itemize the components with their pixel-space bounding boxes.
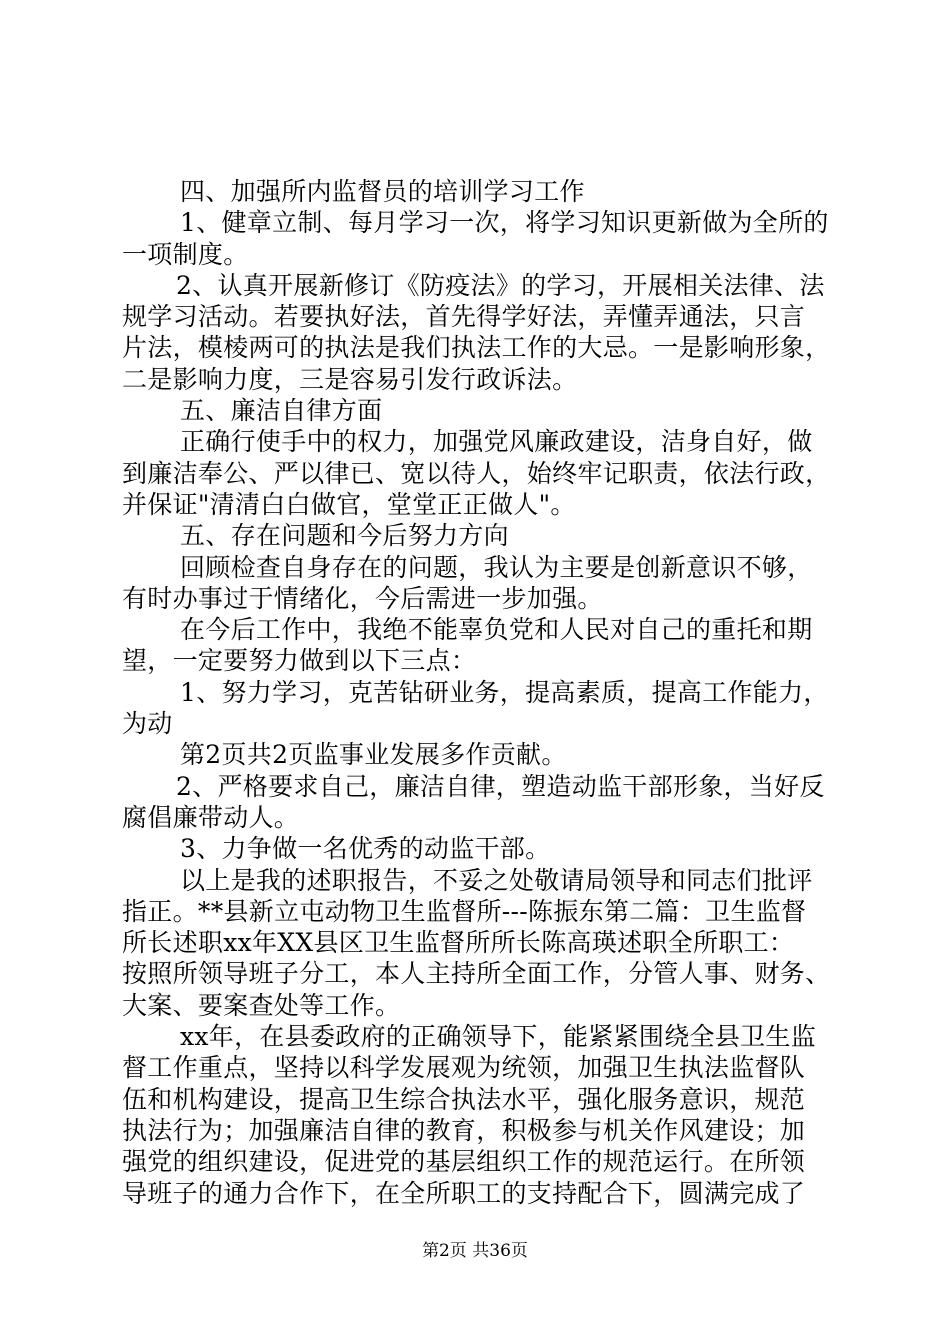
text-line: 正确行使手中的权力，加强党风廉政建设，洁身自好，做 [180,427,813,457]
text-line: 腐倡廉带动人。 [122,802,300,832]
text-line: 执法行为；加强廉洁自律的教育，积极参与机关作风建设；加 [122,1115,806,1145]
text-line: 规学习活动。若要执好法，首先得学好法，弄懂弄通法，只言 [122,302,806,332]
text-line: 并保证"清清白白做官，堂堂正正做人"。 [122,489,576,519]
text-line: 所长述职xx年XX县区卫生监督所所长陈高瑛述职全所职工： [122,928,795,958]
text-line: 一项制度。 [122,239,249,269]
text-line: 伍和机构建设，提高卫生综合执法水平，强化服务意识，规范 [122,1084,806,1114]
text-line: 回顾检查自身存在的问题，我认为主要是创新意识不够， [180,552,813,582]
text-line: 有时办事过于情绪化，今后需进一步加强。 [122,583,603,613]
text-line: 督工作重点，坚持以科学发展观为统领，加强卫生执法监督队 [122,1053,806,1083]
text-line: 按照所领导班子分工，本人主持所全面工作，分管人事、财务、 [122,959,831,989]
text-line: 二是影响力度，三是容易引发行政诉法。 [122,364,578,394]
text-line: 1、健章立制、每月学习一次，将学习知识更新做为全所的 [180,208,829,238]
text-line: 1、努力学习，克苦钻研业务，提高素质，提高工作能力， [180,677,829,707]
text-line: 四、加强所内监督员的培训学习工作 [180,177,585,206]
text-line: 为动 [122,709,173,739]
text-line: 导班子的通力合作下，在全所职工的支持配合下，圆满完成了 [122,1178,806,1208]
text-line: 指正。**县新立屯动物卫生监督所---陈振东第二篇：卫生监督 [122,896,807,926]
text-line: 强党的组织建设，促进党的基层组织工作的规范运行。在所领 [122,1147,806,1177]
text-line: 2、认真开展新修订《防疫法》的学习，开展相关法律、法 [176,270,825,300]
document-body [122,176,842,1209]
text-line: 2、严格要求自己，廉洁自律，塑造动监干部形象，当好反 [176,771,825,801]
text-line: 五、存在问题和今后努力方向 [180,521,509,551]
text-line: 第2页共2页监事业发展多作贡献。 [180,740,567,770]
text-line: xx年，在县委政府的正确领导下，能紧紧围绕全县卫生监 [180,1022,817,1052]
text-line: 3、力争做一名优秀的动监干部。 [180,834,551,864]
text-line: 片法，模棱两可的执法是我们执法工作的大忌。一是影响形象， [122,333,831,363]
text-line: 以上是我的述职报告，不妥之处敬请局领导和同志们批评 [180,865,813,895]
text-line: 五、廉洁自律方面 [180,396,383,426]
text-line: 大案、要案查处等工作。 [122,990,401,1020]
text-line: 望，一定要努力做到以下三点： [122,646,477,676]
text-line: 到廉洁奉公、严以律已、宽以待人，始终牢记职责，依法行政， [122,458,831,488]
text-line: 在今后工作中，我绝不能辜负党和人民对自己的重托和期 [180,615,813,645]
page-footer: 第2页 共36页 [422,1241,528,1261]
